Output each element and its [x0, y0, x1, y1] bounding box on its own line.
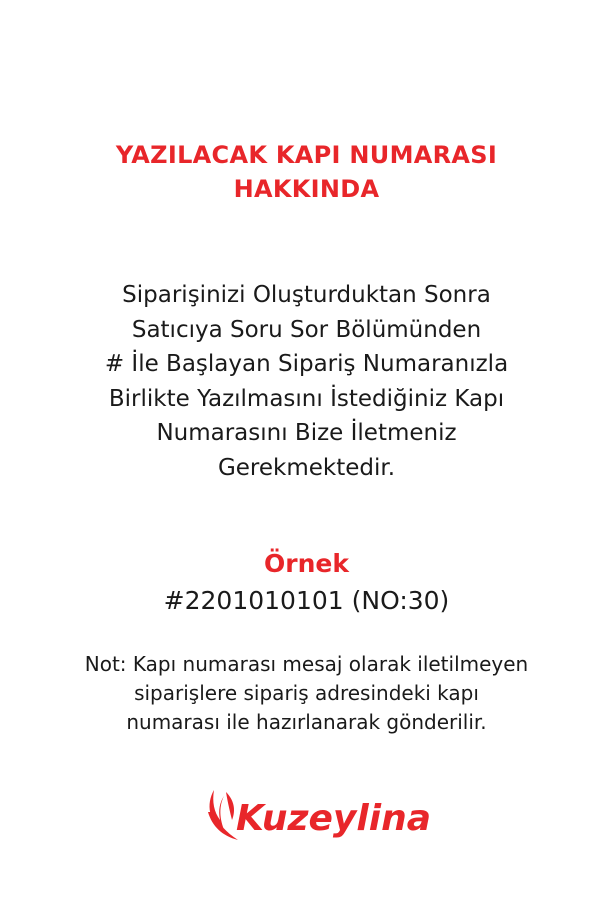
instruction-line: Numarasını Bize İletmeniz [156, 420, 457, 446]
leaf-icon [208, 790, 238, 840]
instructions-text [0, 278, 613, 485]
note-line: siparişlere sipariş adresindeki kapı [134, 681, 479, 705]
example-value: #2201010101 (NO:30) [163, 586, 450, 615]
note-line: Not: Kapı numarası mesaj olarak iletilmeyen [84, 652, 529, 676]
brand-name: Kuzeylina [236, 798, 431, 839]
brand-logo [204, 782, 431, 846]
instruction-line: # İle Başlayan Sipariş Numaranızla [104, 351, 509, 377]
title-line-2: HAKKINDA [233, 175, 380, 203]
page-title [0, 138, 613, 206]
instruction-line: Gerekmektedir. [217, 454, 396, 481]
instruction-line: Satıcıya Soru Sor Bölümünden [131, 316, 482, 343]
instruction-line: Birlikte Yazılmasını İstediğiniz Kapı [108, 385, 505, 412]
note-line: numarası ile hazırlanarak gönderilir. [126, 710, 487, 734]
note-text [0, 650, 613, 737]
title-line-1: YAZILACAK KAPI NUMARASI [115, 141, 498, 169]
example-heading: Örnek [264, 549, 349, 578]
instruction-line: Siparişinizi Oluşturduktan Sonra [122, 282, 491, 308]
